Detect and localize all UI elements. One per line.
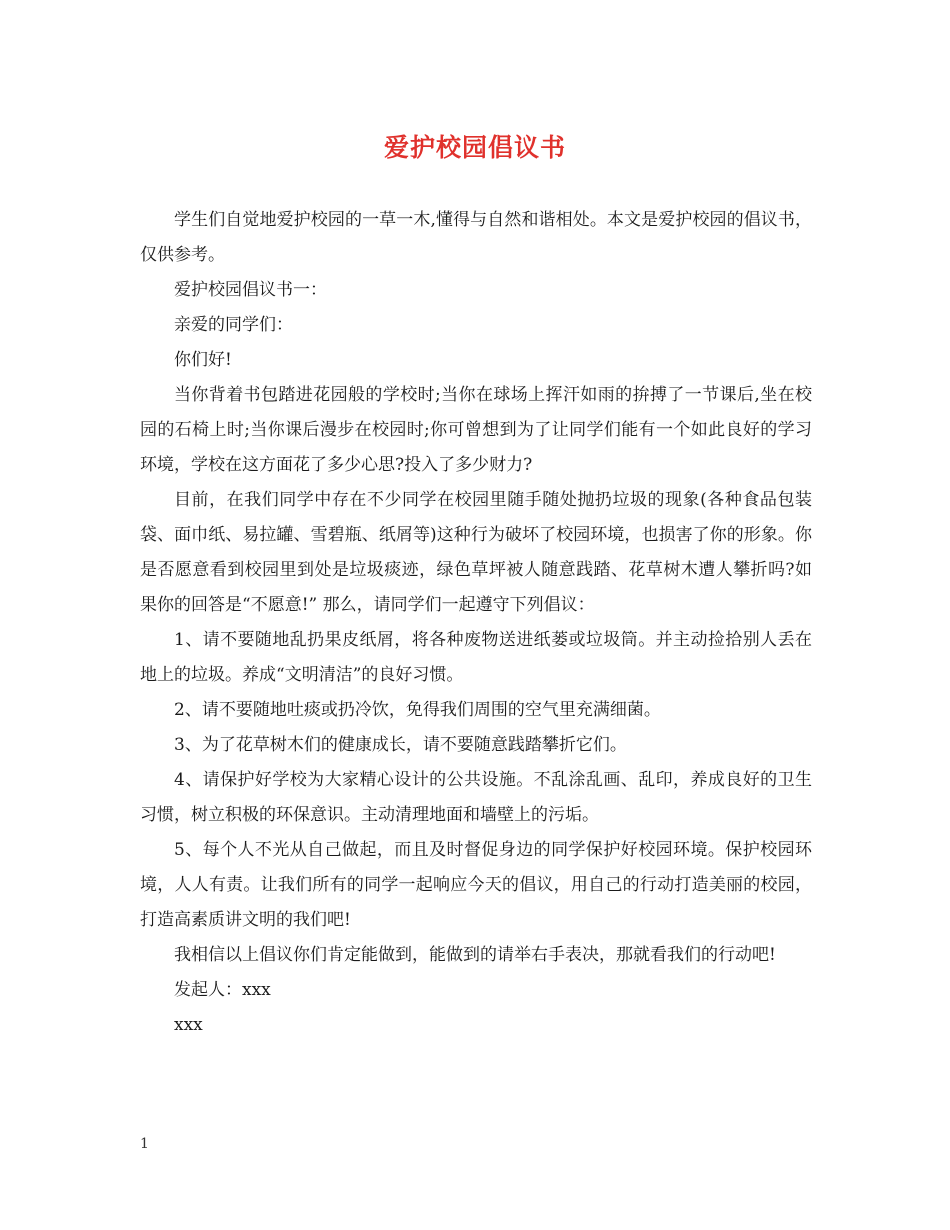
document-body: [140, 203, 812, 1043]
proposal-item-2: 2、请不要随地吐痰或扔冷饮，免得我们周围的空气里充满细菌。: [174, 700, 661, 720]
section-heading: 爱护校园倡议书一：: [174, 280, 327, 300]
greeting: 你们好!: [174, 350, 232, 370]
closing-paragraph: 我相信以上倡议你们肯定能做到，能做到的请举右手表决，那就看我们的行动吧!: [174, 945, 776, 965]
proposal-item-3: 3、为了花草树木们的健康成长，请不要随意践踏攀折它们。: [174, 735, 627, 755]
signature-line: xxx: [174, 1015, 203, 1035]
proposal-item-5: 5、每个人不光从自己做起，而且及时督促身边的同学保护好校园环境。保护校园环境，人人有责。让我们所有的同学一起响应今天的倡议，用自己的行动打造美丽的校园，打造高素质讲文明的我们吧!: [140, 840, 812, 930]
proposal-item-1: 1、请不要随地乱扔果皮纸屑，将各种废物送进纸蒌或垃圾筒。并主动捡拾别人丢在地上的垃圾。养成“文明清洁”的良好习惯。: [140, 630, 812, 685]
intro-paragraph: 学生们自觉地爱护校园的一草一木,懂得与自然和谐相处。本文是爱护校园的倡议书，仅供参考。: [140, 210, 812, 265]
paragraph-problem: 目前，在我们同学中存在不少同学在校园里随手随处抛扔垃圾的现象(各种食品包装袋、面巾纸、易拉罐、雪碧瓶、纸屑等)这种行为破坏了校园环境，也损害了你的形象。你是否愿意看到校园里到处是垃圾痰迹，绿色草坪被人随意践踏、花草树木遭人攀折吗?如果你的回答是“不愿意!” 那么，请同学们一起遵守下列倡议：: [140, 490, 812, 615]
paragraph-question: 当你背着书包踏进花园般的学校时;当你在球场上挥汗如雨的拚搏了一节课后,坐在校园的石椅上时;当你课后漫步在校园时;你可曾想到为了让同学们能有一个如此良好的学习环境，学校在这方面花了多少心思?投入了多少财力?: [140, 385, 812, 475]
initiator-line: 发起人：xxx: [174, 980, 271, 1000]
proposal-item-4: 4、请保护好学校为大家精心设计的公共设施。不乱涂乱画、乱印，养成良好的卫生习惯，树立积极的环保意识。主动清理地面和墙壁上的污垢。: [140, 770, 812, 825]
page-number: 1: [140, 1136, 149, 1152]
salutation: 亲爱的同学们：: [174, 315, 293, 335]
document-title: 爱护校园倡议书: [383, 133, 566, 162]
